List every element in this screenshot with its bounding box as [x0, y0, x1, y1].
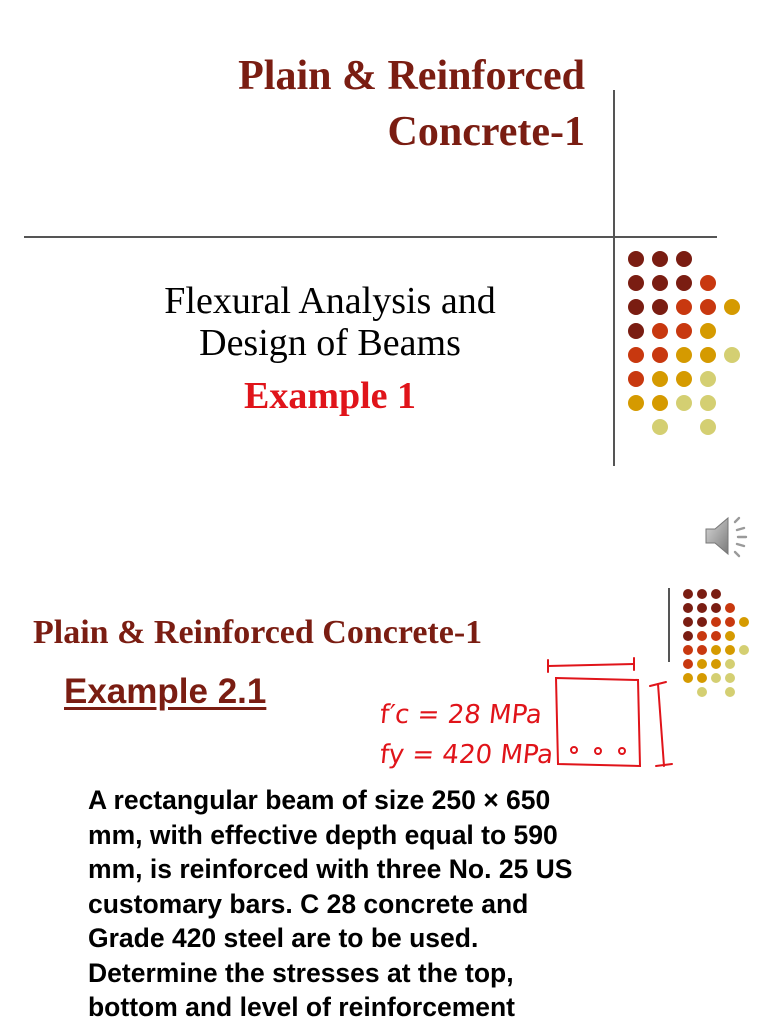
divider-vertical-2 — [668, 588, 670, 662]
divider-vertical — [613, 90, 615, 466]
annotation-fc: f′c = 28 MPa — [378, 700, 544, 730]
dot-grid-small — [680, 588, 750, 698]
divider-horizontal — [24, 236, 717, 238]
dot-grid-large — [624, 246, 744, 436]
example-label: Example 1 — [243, 375, 417, 417]
title-line-2: Concrete-1 — [387, 109, 585, 155]
slide-subtitle — [90, 280, 570, 364]
problem-statement: A rectangular beam of size 250 × 650 mm, with effective depth equal to 590 mm, is reinforced with three No. 25 US customary bars. C 28 concrete and Grade 420 steel are to be used. Determine the stresses at the top, bottom and level of reinforcement — [88, 785, 573, 1022]
example-2-1-heading: Example 2.1 — [64, 672, 267, 711]
title-line-1: Plain & Reinforced — [238, 53, 585, 99]
annotation-fy: fy = 420 MPa — [378, 740, 555, 770]
subtitle-line-1: Flexural Analysis and — [164, 280, 496, 322]
slide-title — [150, 48, 585, 160]
speaker-icon[interactable] — [702, 512, 756, 560]
slide2-title: Plain & Reinforced Concrete-1 — [33, 614, 483, 651]
subtitle-line-2: Design of Beams — [199, 322, 461, 364]
beam-section-sketch — [540, 656, 680, 776]
